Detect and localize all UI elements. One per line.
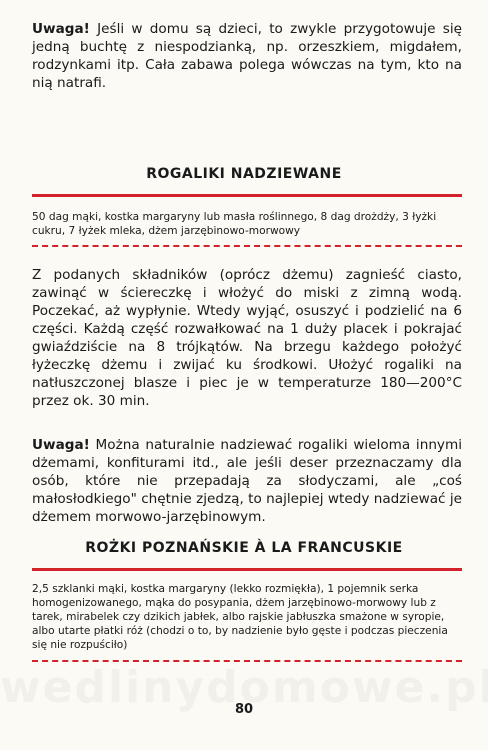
- recipe2-top-rule: [32, 568, 462, 571]
- recipe1-note-text: Można naturalnie nadziewać rogaliki wieloma innymi dżemami, konfiturami itd., ale jeśli deser przeznaczamy dla osób, które nie przepadają za słodyczami, ale „coś małosłodkiego" chętnie zjedzą, to najlepiej wtedy nadziewać je dżemem morwowo-jarzębinowym.: [32, 437, 462, 525]
- recipe2-ingredients: 2,5 szklanki mąki, kostka margaryny (lekko rozmiękła), 1 pojemnik serka homogenizowanego, mąka do posypania, dżem jarzębinowo-morwowy lub z tarek, mirabelek czy dzikich jabłek, albo rajskie jabłuszka smażone w syropie, albo utarte płatki róż (chodzi o to, by nadzienie było gęste i podczas pieczenia się nie rozpuściło): [32, 583, 448, 651]
- recipe1-note: [32, 436, 462, 526]
- recipe1-top-rule: [32, 194, 462, 197]
- recipe1-note-label: Uwaga!: [32, 437, 90, 453]
- intro-paragraph: [32, 20, 462, 92]
- recipe1-title: ROGALIKI NADZIEWANE: [146, 166, 342, 182]
- page-number: 80: [234, 702, 254, 717]
- recipe1-method: Z podanych składników (oprócz dżemu) zagnieść ciasto, zawinąć w ściereczkę i włożyć do miski z zimną wodą. Poczekać, aż wypłynie. Wtedy wyjąć, osuszyć i podzielić na 6 części. Każdą część rozwałkować na 1 duży placek i pokrajać gwiaździście na 8 trójkątów. Na brzegu każdego położyć łyżeczkę dżemu i zwijać ku środkowi. Ułożyć rogaliki na natłuszczonej blasze i piec je w temperaturze 180—200°C przez ok. 30 min.: [32, 267, 462, 409]
- recipe1-bottom-rule: [32, 245, 462, 247]
- intro-text: Jeśli w domu są dzieci, to zwykle przygotowuje się jedną buchtę z niespodzianką, np. orzeszkiem, migdałem, rodzynkami itp. Cała zabawa polega wówczas na tym, kto na nią natrafi.: [32, 21, 462, 91]
- recipe1-ingredients: 50 dag mąki, kostka margaryny lub masła roślinnego, 8 dag drożdży, 3 łyżki cukru, 7 łyżek mleka, dżem jarzębinowo-morwowy: [32, 211, 437, 237]
- intro-label: Uwaga!: [32, 21, 90, 37]
- recipe2-title: ROŻKI POZNAŃSKIE À LA FRANCUSKIE: [85, 540, 403, 556]
